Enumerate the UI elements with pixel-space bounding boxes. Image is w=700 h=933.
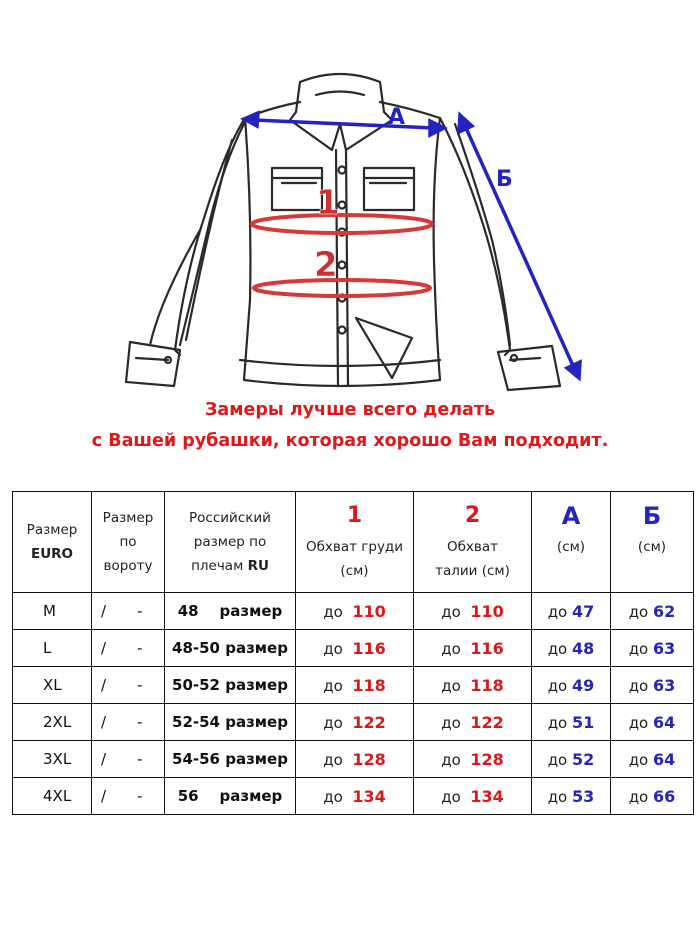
- chest-value: 122: [352, 712, 386, 732]
- a-value: 49: [572, 675, 595, 695]
- collar-slash: /: [101, 713, 107, 731]
- b-prefix: до: [628, 639, 649, 658]
- header-collar-line1: Размер: [102, 510, 154, 526]
- header-waist: [414, 492, 532, 593]
- chest-value: 118: [352, 675, 386, 695]
- cell-euro: [13, 593, 92, 630]
- header-waist-line2: талии (см): [435, 563, 510, 579]
- a-prefix: до: [547, 750, 568, 769]
- chest-prefix: до: [323, 750, 343, 769]
- euro-size: M: [43, 602, 56, 620]
- cell-ru-size: 48 размер: [165, 593, 296, 630]
- chest-prefix: до: [323, 676, 343, 695]
- collar-slash: /: [101, 676, 107, 694]
- collar-slash: /: [101, 602, 107, 620]
- header-a-unit: (см): [556, 539, 586, 555]
- cell-collar: [92, 741, 165, 778]
- cell-chest: [296, 778, 414, 815]
- waist-value: 134: [470, 786, 504, 806]
- waist-value: 118: [470, 675, 504, 695]
- collar-value: -: [137, 713, 143, 731]
- caption-line-2: с Вашей рубашки, которая хорошо Вам подходит.: [91, 431, 609, 451]
- cell-a: [532, 741, 611, 778]
- table-row: [13, 630, 694, 667]
- table-header-row: [13, 492, 694, 593]
- cell-waist: [414, 630, 532, 667]
- table-row: [13, 778, 694, 815]
- size-table: [12, 491, 694, 815]
- cell-ru-size: 52-54 размер: [165, 704, 296, 741]
- header-a: [532, 492, 611, 593]
- header-ru-line2: размер по: [193, 534, 267, 550]
- a-value: 51: [572, 712, 595, 732]
- shirt-measurement-diagram: [0, 0, 700, 400]
- collar-value: -: [137, 750, 143, 768]
- waist-prefix: до: [441, 750, 461, 769]
- chest-measure-ellipse: [252, 215, 432, 233]
- collar-value: -: [137, 602, 143, 620]
- collar-value: -: [137, 676, 143, 694]
- header-euro-line1: Размер: [26, 522, 78, 538]
- chest-prefix: до: [323, 787, 343, 806]
- table-row: [13, 667, 694, 704]
- b-prefix: до: [628, 676, 649, 695]
- chest-prefix: до: [323, 639, 343, 658]
- cell-b: [611, 704, 694, 741]
- cell-b: [611, 667, 694, 704]
- header-b-unit: (см): [637, 539, 667, 555]
- cell-chest: [296, 593, 414, 630]
- cell-a: [532, 593, 611, 630]
- chest-value: 128: [352, 749, 386, 769]
- header-b: [611, 492, 694, 593]
- b-value: 66: [653, 786, 676, 806]
- euro-size: 4XL: [43, 787, 72, 805]
- header-collar-line3: вороту: [103, 558, 153, 574]
- waist-prefix: до: [441, 787, 461, 806]
- b-value: 62: [653, 601, 676, 621]
- header-chest: [296, 492, 414, 593]
- cell-waist: [414, 667, 532, 704]
- header-euro-line2: EURO: [30, 546, 74, 562]
- b-prefix: до: [628, 602, 649, 621]
- a-prefix: до: [547, 602, 568, 621]
- a-prefix: до: [547, 787, 568, 806]
- header-b-letter: Б: [642, 502, 662, 530]
- a-value: 47: [572, 601, 595, 621]
- a-prefix: до: [547, 676, 568, 695]
- chest-value: 116: [352, 638, 386, 658]
- waist-prefix: до: [441, 639, 461, 658]
- b-value: 63: [653, 638, 676, 658]
- collar-slash: /: [101, 787, 107, 805]
- cell-waist: [414, 741, 532, 778]
- b-value: 63: [653, 675, 676, 695]
- cell-collar: [92, 704, 165, 741]
- b-prefix: до: [628, 750, 649, 769]
- b-value: 64: [653, 712, 676, 732]
- header-chest-line1: Обхват груди: [305, 539, 404, 555]
- euro-size: 2XL: [43, 713, 72, 731]
- label-2: 2: [314, 245, 338, 285]
- a-value: 52: [572, 749, 595, 769]
- cell-waist: [414, 704, 532, 741]
- header-ru-line3-bold: RU: [247, 558, 269, 574]
- cell-chest: [296, 704, 414, 741]
- header-ru: [165, 492, 296, 593]
- cell-b: [611, 630, 694, 667]
- cell-euro: [13, 778, 92, 815]
- chest-prefix: до: [323, 602, 343, 621]
- waist-prefix: до: [441, 602, 461, 621]
- cell-waist: [414, 593, 532, 630]
- table-row: [13, 704, 694, 741]
- cell-chest: [296, 741, 414, 778]
- header-euro: [13, 492, 92, 593]
- cell-a: [532, 667, 611, 704]
- waist-value: 110: [470, 601, 504, 621]
- label-a: А: [388, 105, 406, 130]
- cell-chest: [296, 667, 414, 704]
- cell-ru-size: 56 размер: [165, 778, 296, 815]
- waist-prefix: до: [441, 676, 461, 695]
- chest-value: 110: [352, 601, 386, 621]
- header-waist-line1: Обхват: [446, 539, 499, 555]
- sleeve-measure-line: [459, 115, 580, 378]
- euro-size: 3XL: [43, 750, 72, 768]
- cell-a: [532, 630, 611, 667]
- cell-collar: [92, 593, 165, 630]
- header-waist-number: 2: [464, 503, 481, 528]
- cell-collar: [92, 630, 165, 667]
- cell-ru-size: 50-52 размер: [165, 667, 296, 704]
- a-prefix: до: [547, 713, 568, 732]
- euro-size: L: [43, 639, 52, 657]
- cell-euro: [13, 630, 92, 667]
- cell-b: [611, 778, 694, 815]
- header-collar-line2: по: [119, 534, 137, 550]
- cell-collar: [92, 667, 165, 704]
- header-ru-line1: Российский: [189, 510, 271, 526]
- caption-line-1: Замеры лучше всего делать: [204, 400, 496, 420]
- waist-value: 122: [470, 712, 504, 732]
- cell-euro: [13, 741, 92, 778]
- cell-waist: [414, 778, 532, 815]
- b-prefix: до: [628, 713, 649, 732]
- header-collar: [92, 492, 165, 593]
- header-a-letter: А: [561, 502, 581, 530]
- shoulder-measure-line: [244, 113, 444, 135]
- cell-ru-size: 48-50 размер: [165, 630, 296, 667]
- header-chest-number: 1: [346, 503, 363, 528]
- euro-size: XL: [43, 676, 62, 694]
- cell-ru-size: 54-56 размер: [165, 741, 296, 778]
- collar-value: -: [137, 639, 143, 657]
- collar-slash: /: [101, 750, 107, 768]
- waist-value: 116: [470, 638, 504, 658]
- cell-euro: [13, 667, 92, 704]
- chest-value: 134: [352, 786, 386, 806]
- label-b: Б: [496, 167, 513, 192]
- a-value: 53: [572, 786, 595, 806]
- cell-chest: [296, 630, 414, 667]
- waist-prefix: до: [441, 713, 461, 732]
- cell-b: [611, 593, 694, 630]
- waist-value: 128: [470, 749, 504, 769]
- cell-collar: [92, 778, 165, 815]
- chest-prefix: до: [323, 713, 343, 732]
- header-ru-line3-prefix: плечам: [191, 558, 248, 574]
- collar-value: -: [137, 787, 143, 805]
- cell-euro: [13, 704, 92, 741]
- header-ru-line3: [165, 554, 295, 578]
- cell-b: [611, 741, 694, 778]
- table-row: [13, 593, 694, 630]
- b-value: 64: [653, 749, 676, 769]
- cell-a: [532, 778, 611, 815]
- label-1: 1: [316, 183, 340, 223]
- a-value: 48: [572, 638, 595, 658]
- table-row: [13, 741, 694, 778]
- collar-slash: /: [101, 639, 107, 657]
- b-prefix: до: [628, 787, 649, 806]
- a-prefix: до: [547, 639, 568, 658]
- header-chest-line2: (см): [340, 563, 369, 579]
- cell-a: [532, 704, 611, 741]
